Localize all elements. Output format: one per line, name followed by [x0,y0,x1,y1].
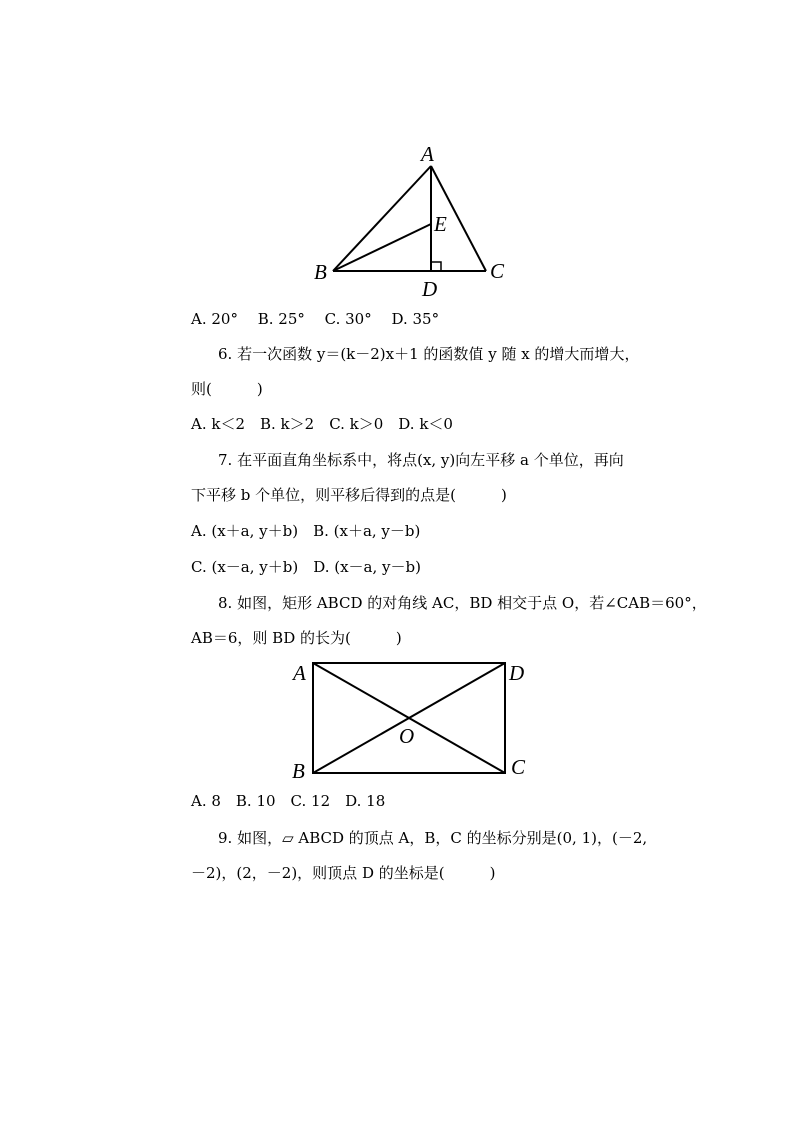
label-a: A [293,661,306,685]
q7-line1: 7. 在平面直角坐标系中，将点(x, y)向左平移 a 个单位，再向 [218,451,624,469]
q8-options: A. 8 B. 10 C. 12 D. 18 [191,792,386,810]
q8-line1: 8. 如图，矩形 ABCD 的对角线 AC，BD 相交于点 O，若∠CAB＝60°， [218,594,707,612]
label-b: B [292,759,305,783]
q6-line2: 则( ) [191,380,263,398]
label-d: D [509,661,525,685]
q6-line1: 6. 若一次函数 y＝(k－2)x＋1 的函数值 y 随 x 的增大而增大， [218,345,640,363]
segment-be [333,224,431,271]
label-o: O [399,724,415,748]
label-c: C [490,259,505,283]
q6-options: A. k＜2 B. k＞2 C. k＞0 D. k＜0 [191,415,453,433]
q7-option-ab: A. (x＋a, y＋b) B. (x＋a, y－b) [191,522,421,540]
q5-options: A. 20° B. 25° C. 30° D. 35° [191,310,440,328]
q8-line2: AB＝6，则 BD 的长为( ) [191,629,402,647]
label-b: B [314,260,327,284]
q7-option-cd: C. (x－a, y＋b) D. (x－a, y－b) [191,558,421,576]
q9-line2: －2)，(2，－2)，则顶点 D 的坐标是( ) [191,864,496,882]
triangle-figure [300,140,520,300]
label-d: D [422,277,438,300]
q7-line2: 下平移 b 个单位，则平移后得到的点是( ) [191,486,507,504]
side-ab [333,166,431,271]
q9-line1: 9. 如图，▱ ABCD 的顶点 A，B，C 的坐标分别是(0, 1)，(－2, [218,829,648,847]
rectangle-figure [285,650,535,790]
right-angle-mark [431,262,441,271]
label-c: C [511,755,526,779]
label-e: E [434,212,447,236]
label-a: A [421,142,434,166]
